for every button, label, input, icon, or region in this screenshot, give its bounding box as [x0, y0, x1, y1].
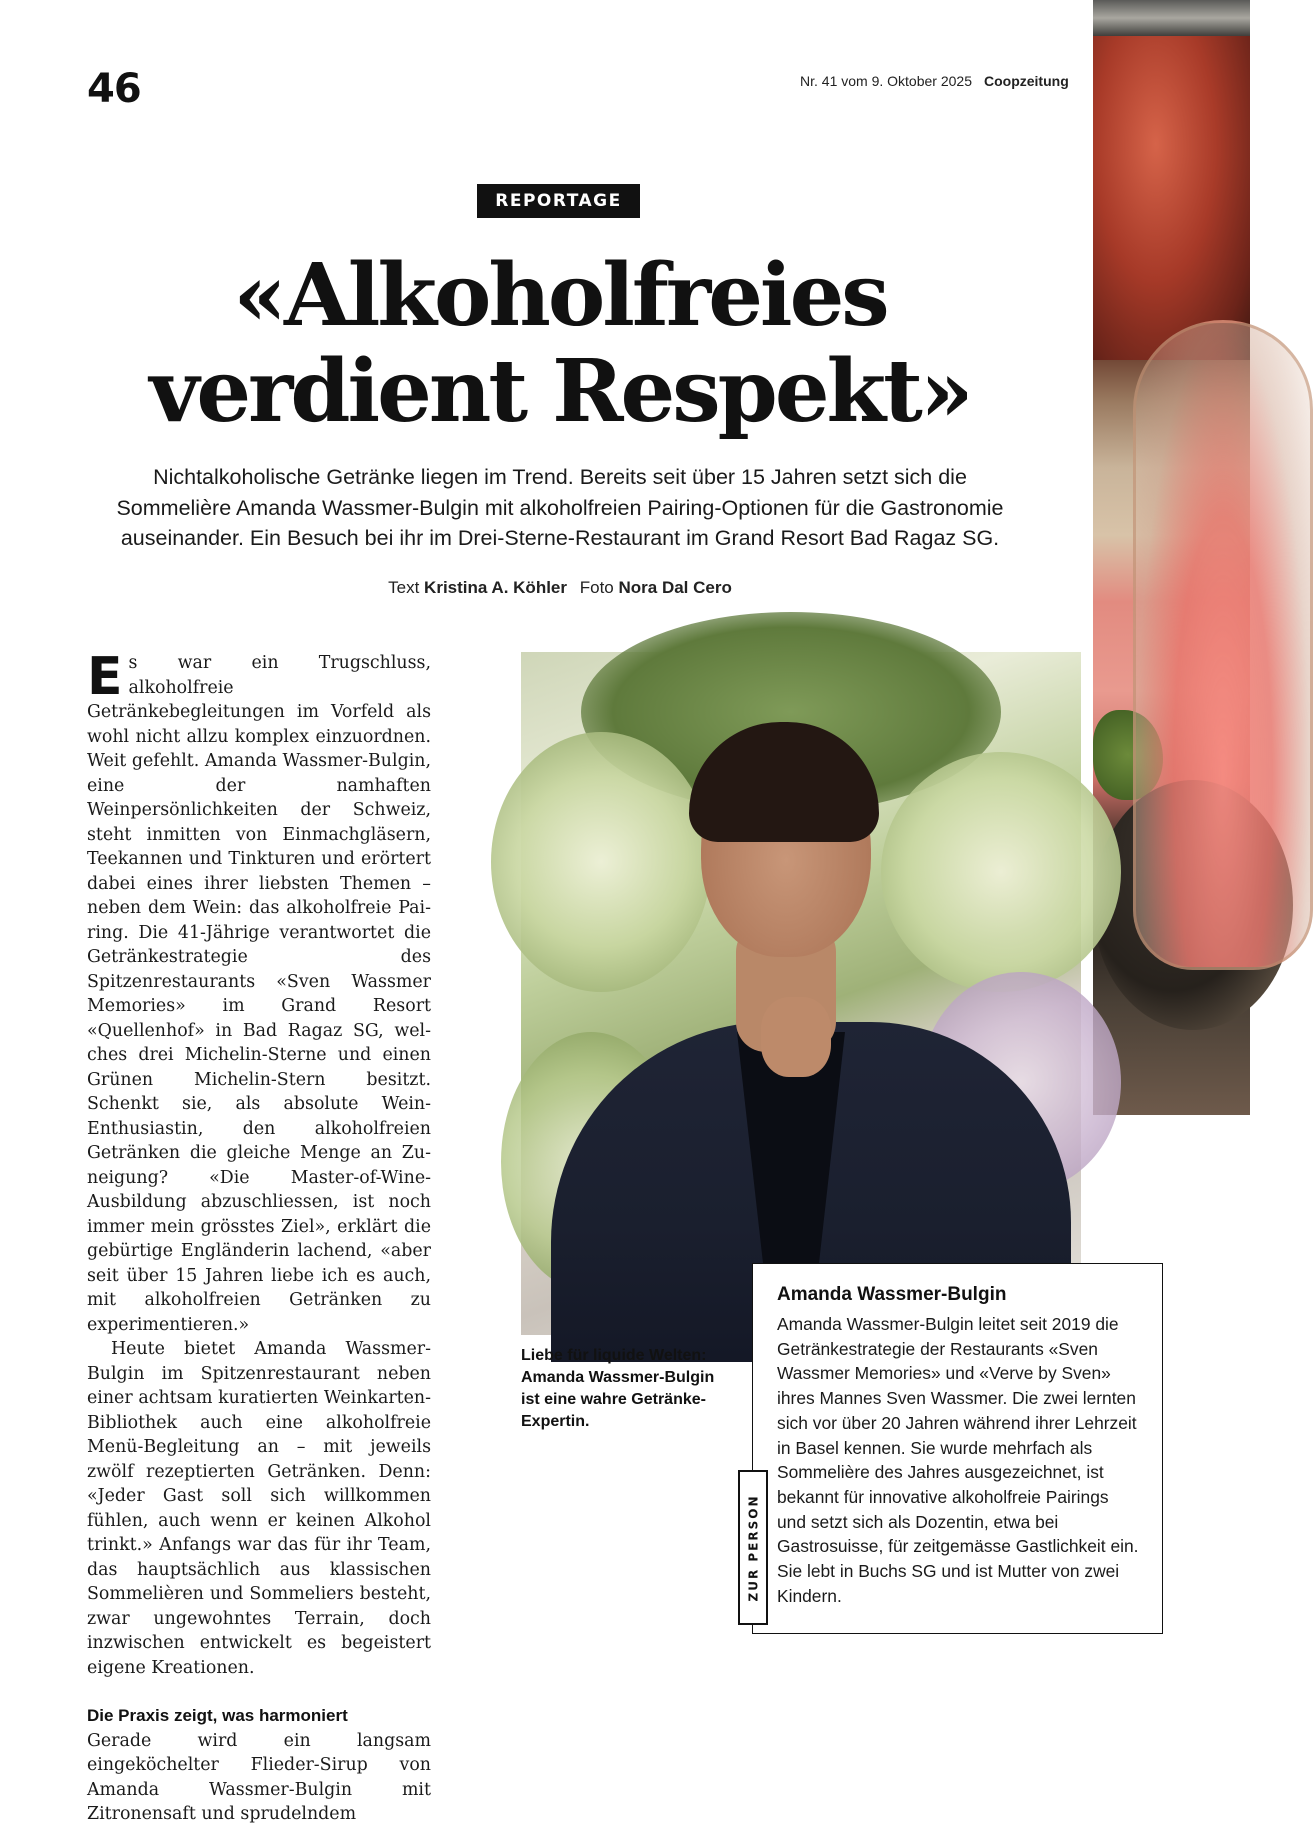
bio-label-text: ZUR PERSON	[746, 1494, 761, 1601]
photo-caption: Liebe für liquide Welten: Amanda Wassmer-Bulgin ist eine wahre Getränke-Expertin.	[521, 1347, 715, 1430]
bio-title: Amanda Wassmer-Bulgin	[777, 1284, 1007, 1305]
jar-shape	[1093, 0, 1250, 360]
issue-info	[800, 73, 1069, 89]
edge-photo-drinks	[1093, 0, 1250, 1115]
headline-line-2: verdient Respekt»	[149, 341, 971, 442]
bio-label	[738, 1470, 768, 1625]
body-column	[87, 647, 431, 1827]
article-lead: Nichtalkoholische Getränke liegen im Trend. Bereits seit über 15 Jahren setzt sich die Sommelière Amanda Wassmer-Bulgin mit alkoholfreien Pairing-Optionen für die Gastronomie auseinander. Ein Besuch bei ihr im Drei-Sterne-Restaurant im Grand Resort Bad Ragaz SG.	[116, 465, 1004, 550]
bio-box	[752, 1263, 1163, 1634]
credit-text-name: Kristina A. Köhler	[424, 578, 567, 597]
credit-text-label: Text	[388, 578, 420, 597]
issue-date: Nr. 41 vom 9. Oktober 2025	[800, 73, 972, 89]
body-paragraph-1-text: s war ein Trugschluss, alkoholfreie Getränkebegleitungen im Vorfeld als wohl nicht allzu komplex einzuordnen. Weit gefehlt. Amanda Wassmer-Bulgin, eine der namhaften Weinpersönlichkeiten der Schweiz, steht inmitten von Einmachgläsern, Teekannen und Tinkturen und erörtert dabei eines ihrer liebsten Themen – neben dem Wein: das alkoholfreie Pairing. Die 41-Jährige verantwortet die Getränkestrategie des Spitzenrestaurants «Sven Wassmer Memories» im Grand Resort «Quellenhof» in Bad Ragaz SG, welches drei Michelin-Sterne und einen Grünen Michelin-Stern besitzt. Schenkt sie, als absolute Wein-Enthusiastin, den alkoholfreien Getränken die gleiche Menge an Zuneigung? «Die Master-of-Wine-Ausbildung abzuschliessen, ist noch immer mein grösstes Ziel», erklärt die gebürtige Engländerin lachend, «aber seit über 15 Jahren liebe ich es auch, mit alkoholfreien Getränken zu experimentieren.»	[87, 653, 431, 1335]
article-headline	[80, 245, 1040, 442]
drop-cap: E	[87, 647, 123, 707]
body-subhead: Die Praxis zeigt, was harmoniert	[87, 1706, 348, 1725]
body-paragraph-1	[87, 647, 431, 1337]
carafe-shape	[1133, 320, 1313, 970]
article-credits	[260, 578, 860, 598]
credit-photo-label: Foto	[579, 578, 614, 597]
headline-line-1: «Alkoholfreies	[233, 245, 887, 346]
publication-name: Coopzeitung	[983, 73, 1069, 89]
jar-lid-shape	[1093, 0, 1250, 36]
section-kicker: REPORTAGE	[477, 184, 640, 218]
body-paragraph-2: Heute bietet Amanda Wassmer-Bulgin im Spitzenrestaurant neben einer achtsam kuratierten Weinkarten-Bibliothek auch eine alkoholfreie Menü-Begleitung an – mit jeweils zwölf rezeptierten Getränken. Denn: «Jeder Gast soll sich willkommen fühlen, auch wenn er keinen Alkohol trinkt.» Anfangs war das für ihr Team, das hauptsächlich aus klassischen Sommelièren und Sommeliers besteht, zwar ungewohntes Terrain, doch inzwischen entwickelt es begeistert eigene Kreationen.	[87, 1339, 431, 1678]
portrait-photo	[521, 652, 1081, 1335]
bio-text: Amanda Wassmer-Bulgin leitet seit 2019 die Getränkestrategie der Restaurants «Sven Wassmer Memories» und «Verve by Sven» ihres Mannes Sven Wassmer. Die zwei lernten sich vor über 20 Jahren während ihrer Lehrzeit in Basel kennen. Sie wurde mehrfach als Sommelière des Jahres ausgezeichnet, ist bekannt für innovative alkoholfreie Pairings und setzt sich als Dozentin, etwa bei Gastrosuisse, für zeitgemässe Gastlichkeit ein. Sie lebt in Buchs SG und ist Mutter von zwei Kindern.	[777, 1314, 1139, 1606]
body-paragraph-3: Gerade wird ein langsam eingeköchelter Flieder-Sirup von Amanda Wassmer-Bulgin mit Zitronensaft und sprudelndem	[87, 1730, 431, 1824]
page-number: 46	[87, 66, 141, 112]
credit-photo-name: Nora Dal Cero	[618, 578, 732, 597]
